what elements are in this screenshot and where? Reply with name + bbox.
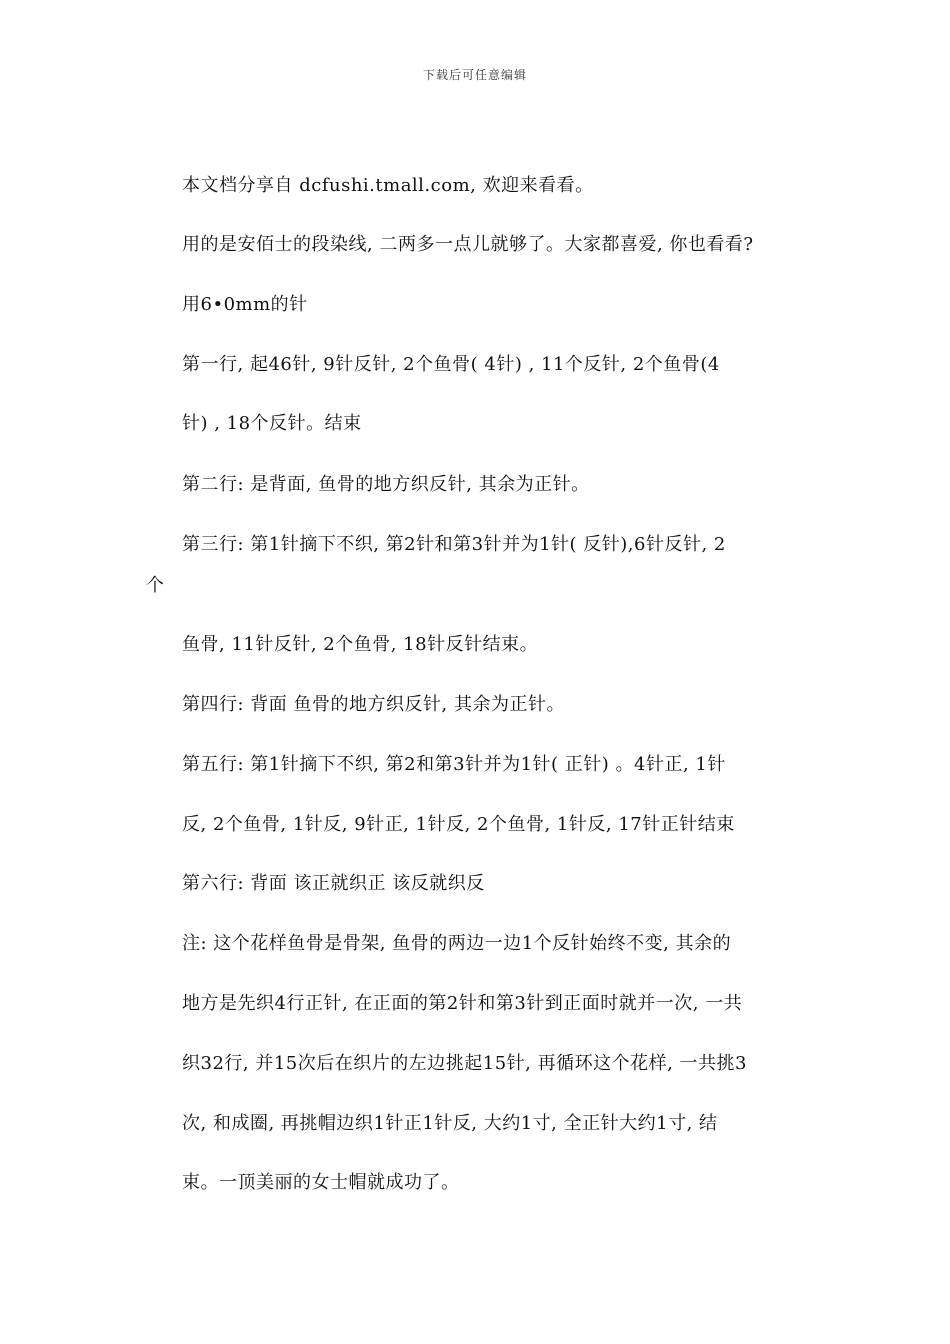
text-line-row3-wrap: 个 <box>146 575 165 596</box>
text-line-note-1: 注: 这个花样鱼骨是骨架, 鱼骨的两边一边1个反针始终不变, 其余的 <box>182 933 732 954</box>
text-line-source: 本文档分享自 dcfushi.tmall.com, 欢迎来看看。 <box>182 175 594 196</box>
text-line-note-3: 织32行, 并15次后在织片的左边挑起15针, 再循环这个花样, 一共挑3 <box>182 1053 747 1074</box>
page-header: 下载后可任意编辑 <box>422 68 527 82</box>
text-line-row3-part2: 鱼骨, 11针反针, 2个鱼骨, 18针反针结束。 <box>182 634 539 655</box>
text-line-row4: 第四行: 背面 鱼骨的地方织反针, 其余为正针。 <box>182 694 565 715</box>
text-line-note-4: 次, 和成圈, 再挑帽边织1针正1针反, 大约1寸, 全正针大约1寸, 结 <box>182 1113 718 1134</box>
text-line-row2: 第二行: 是背面, 鱼骨的地方织反针, 其余为正针。 <box>182 474 590 495</box>
text-line-yarn: 用的是安佰士的段染线, 二两多一点儿就够了。大家都喜爱, 你也看看? <box>182 234 754 255</box>
text-line-note-5: 束。一顶美丽的女士帽就成功了。 <box>182 1172 460 1193</box>
text-line-row5-part1: 第五行: 第1针摘下不织, 第2和第3针并为1针( 正针) 。4针正, 1针 <box>182 754 726 775</box>
text-line-note-2: 地方是先织4行正针, 在正面的第2针和第3针到正面时就并一次, 一共 <box>182 993 743 1014</box>
text-line-row6: 第六行: 背面 该正就织正 该反就织反 <box>182 873 485 894</box>
text-line-row5-part2: 反, 2个鱼骨, 1针反, 9针正, 1针反, 2个鱼骨, 1针反, 17针正针结束 <box>182 814 735 835</box>
text-line-row1-part2: 针) , 18个反针。结束 <box>182 413 362 434</box>
text-line-row1-part1: 第一行, 起46针, 9针反针, 2个鱼骨( 4针) , 11个反针, 2个鱼骨(4 <box>182 354 720 375</box>
text-line-row3-part1: 第三行: 第1针摘下不织, 第2针和第3针并为1针( 反针),6针反针, 2 <box>182 534 726 555</box>
text-line-needle: 用6•0mm的针 <box>182 294 308 315</box>
